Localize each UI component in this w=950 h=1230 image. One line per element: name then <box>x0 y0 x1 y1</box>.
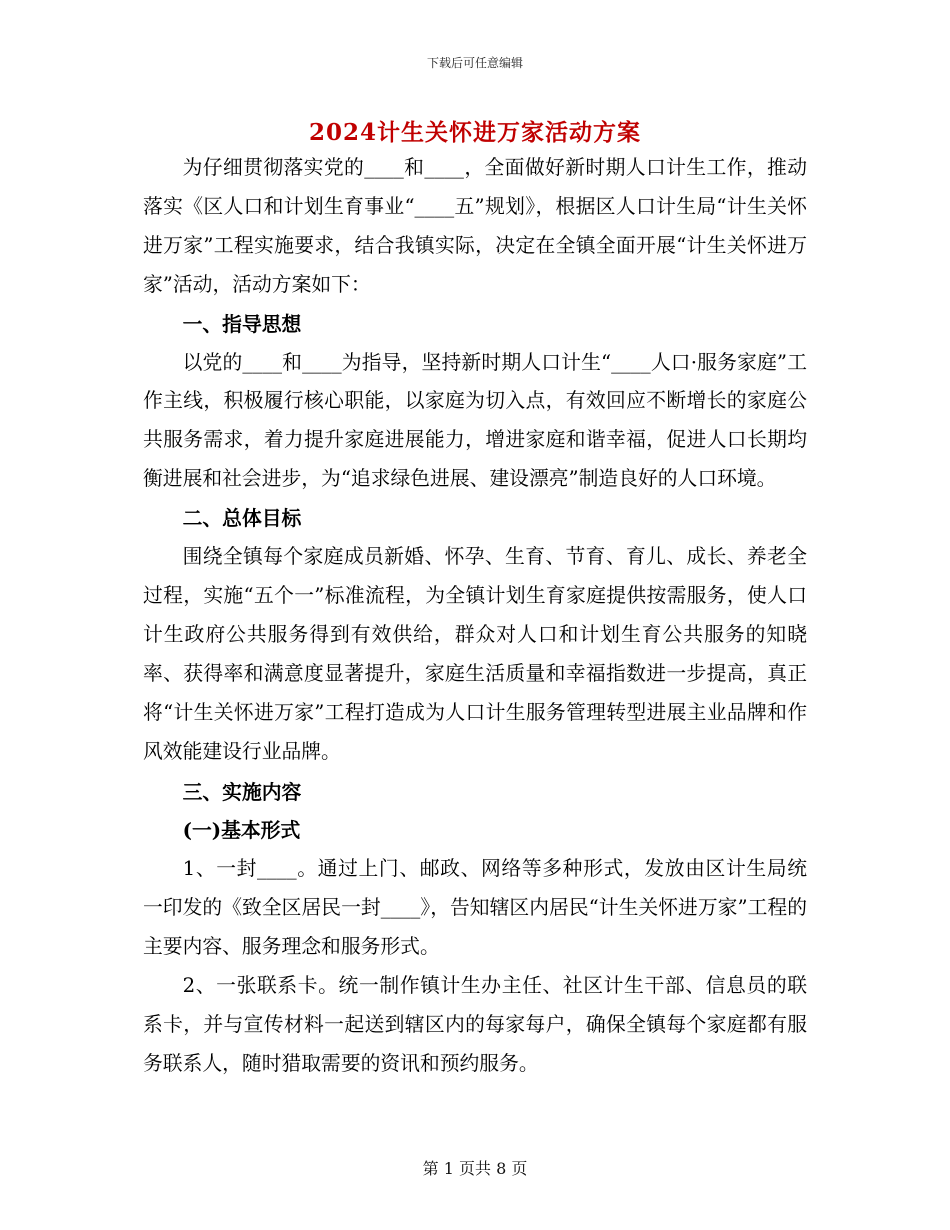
intro-paragraph: 为仔细贯彻落实党的____和____，全面做好新时期人口计生工作，推动落实《区人口和计划生育事业“____五”规划》，根据区人口计生局“计生关怀进万家”工程实施要求，结合我镇实际，决定在全镇全面开展“计生关怀进万家”活动，活动方案如下： <box>143 156 807 296</box>
section-heading-overall-goal: 二、总体目标 <box>182 506 302 531</box>
subsection-heading-basic-forms: (一)基本形式 <box>182 818 301 843</box>
page-number: 第 1 页共 8 页 <box>422 1159 528 1178</box>
list-item-contact-card: 2、一张联系卡。统一制作镇计生办主任、社区计生干部、信息员的联系卡，并与宣传材料一起送到辖区内的每家每户，确保全镇每个家庭都有服务联系人，随时猎取需要的资讯和预约服务。 <box>143 974 807 1075</box>
section-heading-implementation: 三、实施内容 <box>182 779 302 804</box>
section-heading-guiding-thought: 一、指导思想 <box>182 311 302 336</box>
document-title: 2024计生关怀进万家活动方案 <box>308 119 641 146</box>
section-body-guiding-thought: 以党的____和____为指导，坚持新时期人口计生“____人口·服务家庭”工作主线，积极履行核心职能，以家庭为切入点，有效回应不断增长的家庭公共服务需求，着力提升家庭进展能力，增进家庭和谐幸福，促进人口长期均衡进展和社会进步，为“追求绿色进展、建设漂亮”制造良好的人口环境。 <box>143 350 807 491</box>
header-note: 下载后可任意编辑 <box>426 56 523 70</box>
list-item-letter: 1、一封____。通过上门、邮政、网络等多种形式，发放由区计生局统一印发的《致全区居民一封____》，告知辖区内居民“计生关怀进万家”工程的主要内容、服务理念和服务形式。 <box>143 857 807 959</box>
section-body-overall-goal: 围绕全镇每个家庭成员新婚、怀孕、生育、节育、育儿、成长、养老全过程，实施“五个一”标准流程，为全镇计划生育家庭提供按需服务，使人口计生政府公共服务得到有效供给，群众对人口和计划生育公共服务的知晓率、获得率和满意度显著提升，家庭生活质量和幸福指数进一步提高，真正将“计生关怀进万家”工程打造成为人口计生服务管理转型进展主业品牌和作风效能建设行业品牌。 <box>143 545 807 763</box>
document-body <box>143 149 807 1084</box>
